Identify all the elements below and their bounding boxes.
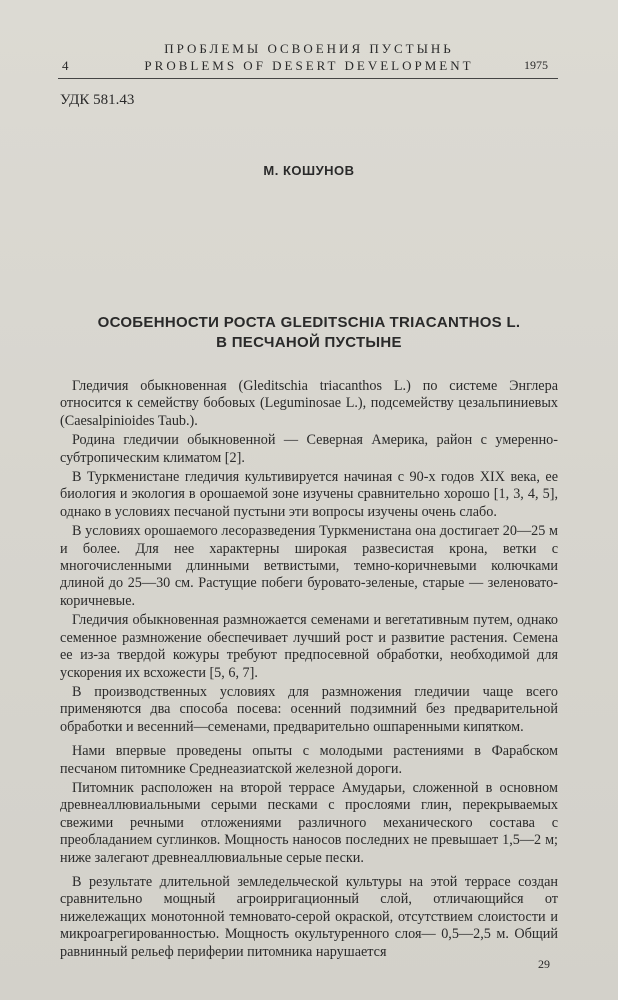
issue-number: 4 [62,58,69,73]
paragraph: В производственных условиях для размножения гледичии чаще всего применяются два способа посева: осенний подзимний без предварительной обработки и весенний—семенами, предварительно ошпаренными кипятком. [60,683,558,735]
paragraph: В Туркменистане гледичия культивируется начиная с 90-х годов XIX века, ее биология и экология в орошаемой зоне изучены сравнительно хорошо [1, 3, 4, 5], однако в условиях песчаной пустыни эти вопросы изучены очень слабо. [60,469,558,520]
paragraph: В условиях орошаемого лесоразведения Туркменистана она достигает 20—25 м и более. Для нее характерны широкая развесистая крона, ветки с многочисленными длинными ветвистыми, темно-коричневыми колючками длиной до 25—30 см. Растущие побеги буровато-зеленые, старые — зеленовато-коричневые. [60,523,558,609]
paragraph: В результате длительной земледельческой культуры на этой террасе создан сравнительно мощный агроирригационный слой, отличающийся от нижележащих монотонной темновато-серой окраской, отсутствием слоистости и микроагрегированностью. Мощность окультуренного слоя— 0,5—2,5 м. Общий равнинный рельеф периферии питомника нарушается [60,873,558,960]
article-title-line-1: ОСОБЕННОСТИ РОСТА GLEDITSCHIA TRIACANTHOS L. [97,314,521,331]
article-body [60,378,558,963]
journal-title-en: PROBLEMS OF DESERT DEVELOPMENT [144,58,474,73]
author-name: М. КОШУНОВ [263,163,355,178]
journal-header [0,40,618,74]
paragraph: Родина гледичии обыкновенной — Северная Америка, район с умеренно-субтропическим климатом [2]. [60,432,558,466]
paragraph: Нами впервые проведены опыты с молодыми растениями в Фарабском песчаном питомнике Среднеазиатской железной дороги. [60,743,558,777]
paragraph: Гледичия обыкновенная размножается семенами и вегетативным путем, однако семенное размножение обеспечивает лучший рост и развитие растения. Семена ее из-за твердой кожуры требуют предпосевной обработки, необходимой для ускорения их всхожести [5, 6, 7]. [60,612,558,681]
journal-title-ru: ПРОБЛЕМЫ ОСВОЕНИЯ ПУСТЫНЬ [164,41,454,56]
page-number: 29 [538,957,550,971]
udc-code: УДК 581.43 [60,92,135,108]
issue-year: 1975 [524,58,548,72]
paragraph: Гледичия обыкновенная (Gleditschia triacanthos L.) по системе Энглера относится к семейству бобовых (Leguminosae L.), подсемейству цезальпиниевых (Caesalpinioides Taub.). [60,378,558,429]
article-title [0,313,618,353]
article-title-line-2: В ПЕСЧАНОЙ ПУСТЫНЕ [216,334,402,351]
paragraph: Питомник расположен на второй террасе Амударьи, сложенной в основном древнеаллювиальными серыми песками с прослоями глин, перекрываемых свежими речными отложениями различного механического состава с преобладанием суглинков. Мощность наносов последних не превышает 1,5—2 м; ниже залегают древнеаллювиальные серые пески. [60,779,558,866]
header-divider [58,78,558,79]
